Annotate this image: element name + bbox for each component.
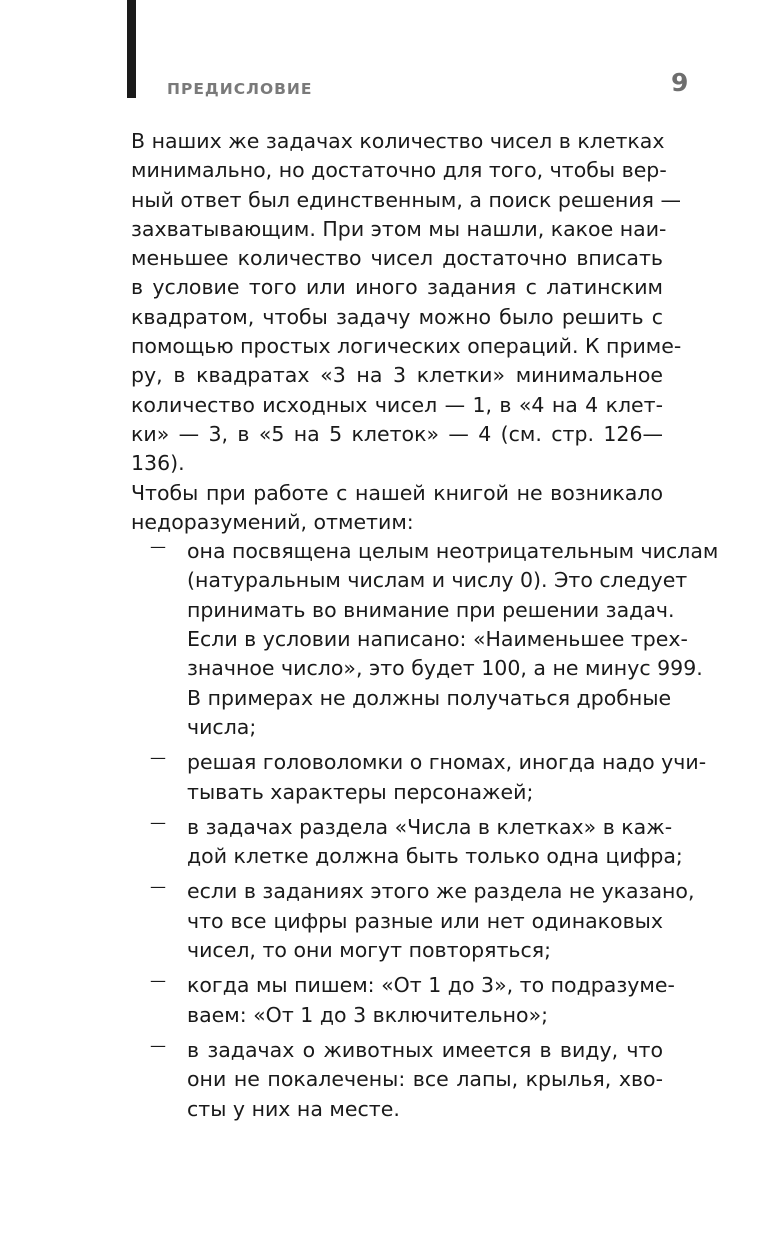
text-line: меньшее количество чисел достаточно вписать [131,246,663,271]
text-line: Если в условии написано: «Наименьшее трех- [187,627,688,652]
list-dash: — [150,748,166,768]
list-item [131,1036,663,1124]
section-title: ПРЕДИСЛОВИЕ [167,80,313,98]
text-line: 136). [131,451,185,476]
paragraph-intro [131,127,682,479]
text-line: минимально, но достаточно для того, чтобы вер- [131,158,667,183]
text-line: недоразумений, отметим: [131,509,414,534]
text-line: В наших же задачах количество чисел в клетках [131,129,665,153]
text-line: что все цифры разные или нет одинаковых [187,908,663,933]
text-line: в задачах раздела «Числа в клетках» в каж- [187,814,673,839]
text-line: ру, в квадратах «3 на 3 клетки» минимальное [131,363,663,388]
list-item [131,537,719,742]
list-dash: — [150,971,166,991]
text-line: тывать характеры персонажей; [187,779,534,804]
text-line: числа; [187,714,257,739]
text-line: Чтобы при работе с нашей книгой не возникало [131,480,663,505]
notes-list [131,537,719,1124]
text-line: ки» — 3, в «5 на 5 клеток» — 4 (см. стр. 126— [131,421,663,446]
paragraph-notes-intro [131,479,663,538]
text-line: в условие того или иного задания с латинским [131,275,663,300]
text-line: количество исходных чисел — 1, в «4 на 4 клет- [131,392,663,417]
text-line: она посвящена целым неотрицательным числам [187,539,719,564]
text-line: если в заданиях этого же раздела не указано, [187,879,695,904]
text-line: В примерах не должны получаться дробные [187,685,672,710]
text-line: (натуральным числам и числу 0). Это следует [187,568,688,593]
text-line: ный ответ был единственным, а поиск решения — [131,187,682,212]
list-item [131,748,707,807]
text-line: решая головоломки о гномах, иногда надо учи- [187,750,707,775]
text-line: ваем: «От 1 до 3 включительно»; [187,1002,549,1027]
list-dash: — [150,1035,166,1055]
text-line: принимать во внимание при решении задач. [187,597,675,622]
list-dash: — [150,877,166,897]
list-item [131,812,683,872]
text-line: чисел, то они могут повторяться; [187,938,551,963]
body-text [131,127,719,1124]
header-vertical-rule [127,0,136,98]
list-item [131,971,675,1030]
text-line: когда мы пишем: «От 1 до 3», то подразуме- [187,973,675,998]
text-line: в задачах о животных имеется в виду, что [187,1037,663,1062]
text-line: захватывающим. При этом мы нашли, какое наи- [131,216,667,241]
text-line: значное число», это будет 100, а не минус 999. [187,656,703,681]
list-item [131,877,695,965]
text-line: они не покалечены: все лапы, крылья, хво- [187,1067,663,1092]
page-number: 9 [671,68,689,97]
list-dash: — [150,812,166,832]
list-dash: — [150,537,166,557]
text-line: квадратом, чтобы задачу можно было решить с [131,304,663,329]
text-line: помощью простых логических операций. К приме- [131,334,682,359]
text-line: дой клетке должна быть только одна цифра; [187,844,683,869]
text-line: сты у них на месте. [187,1096,400,1121]
